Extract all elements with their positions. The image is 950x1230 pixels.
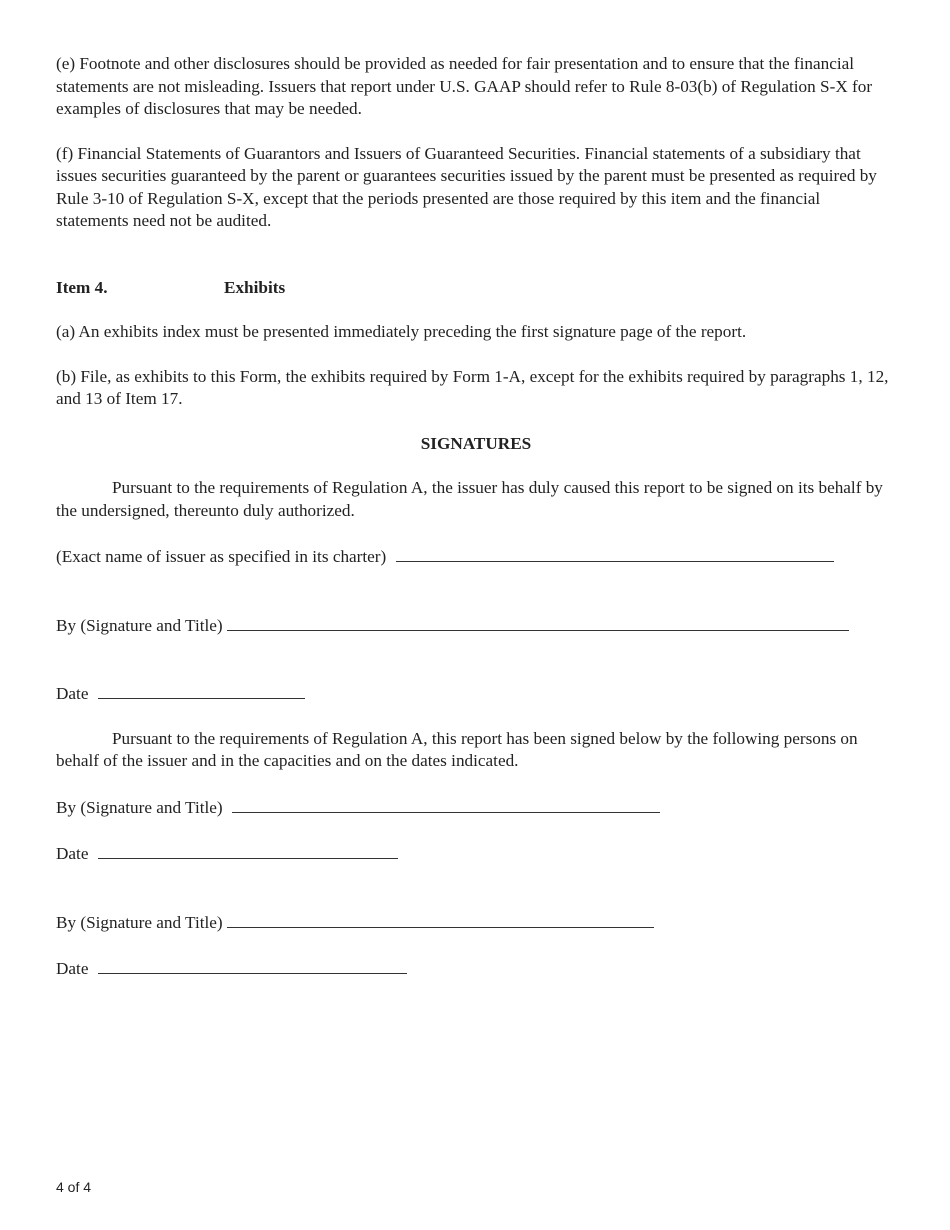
page-number: 4 of 4	[56, 1179, 92, 1195]
paragraph-e: (e) Footnote and other disclosures should be provided as needed for fair presentation and to ensure that the financial statements are not misleading. Issuers that report under U.S. GAAP should refer to Rule 8-03(b) of Regulation S-X for examples of disclosures that may be needed.	[56, 54, 873, 118]
signatures-intro: Pursuant to the requirements of Regulation A, the issuer has duly caused this report to be signed on its behalf by the undersigned, thereunto duly authorized.	[56, 478, 883, 520]
issuer-name-field[interactable]	[396, 544, 834, 562]
person-1-signature-field[interactable]	[232, 795, 660, 813]
person-2-signature-line	[56, 910, 896, 935]
issuer-date-line	[56, 681, 896, 706]
person-1-date-line	[56, 841, 896, 866]
person-2-signature-field[interactable]	[227, 910, 654, 928]
issuer-date-label: Date	[56, 684, 89, 703]
item-4-number: Item 4.	[56, 277, 108, 297]
person-1-date-label: Date	[56, 844, 89, 863]
person-2-date-line	[56, 956, 896, 981]
issuer-signature-label: By (Signature and Title)	[56, 615, 223, 635]
document-page	[56, 53, 896, 981]
paragraph-f: (f) Financial Statements of Guarantors and Issuers of Guaranteed Securities. Financial statements of a subsidiary that issues securities guaranteed by the parent or guarantees securities issued by the parent must be presented as required by Rule 3-10 of Regulation S-X, except that the periods presented are those required by this item and the financial statements need not be audited.	[56, 143, 877, 230]
person-1-signature-label: By (Signature and Title)	[56, 797, 223, 817]
issuer-name-label: (Exact name of issuer as specified in its charter)	[56, 547, 387, 566]
person-1-signature-line	[56, 795, 896, 820]
issuer-signature-field[interactable]	[227, 613, 849, 631]
signatures-heading: SIGNATURES	[420, 433, 532, 453]
issuer-date-field[interactable]	[98, 681, 305, 699]
item-4-heading	[56, 277, 896, 300]
person-2-signature-label: By (Signature and Title)	[56, 912, 223, 932]
person-2-date-label: Date	[56, 959, 89, 978]
issuer-signature-line	[56, 613, 896, 638]
item-4-paragraph-a: (a) An exhibits index must be presented immediately preceding the first signature page of the report.	[56, 322, 747, 341]
person-1-date-field[interactable]	[98, 841, 398, 859]
item-4-title: Exhibits	[224, 277, 286, 297]
issuer-name-line	[56, 544, 896, 569]
item-4-paragraph-b: (b) File, as exhibits to this Form, the exhibits required by Form 1-A, except for the exhibits required by paragraphs 1, 12, and 13 of Item 17.	[56, 366, 889, 408]
person-2-date-field[interactable]	[98, 956, 407, 974]
persons-intro: Pursuant to the requirements of Regulation A, this report has been signed below by the following persons on behalf of the issuer and in the capacities and on the dates indicated.	[56, 728, 858, 770]
